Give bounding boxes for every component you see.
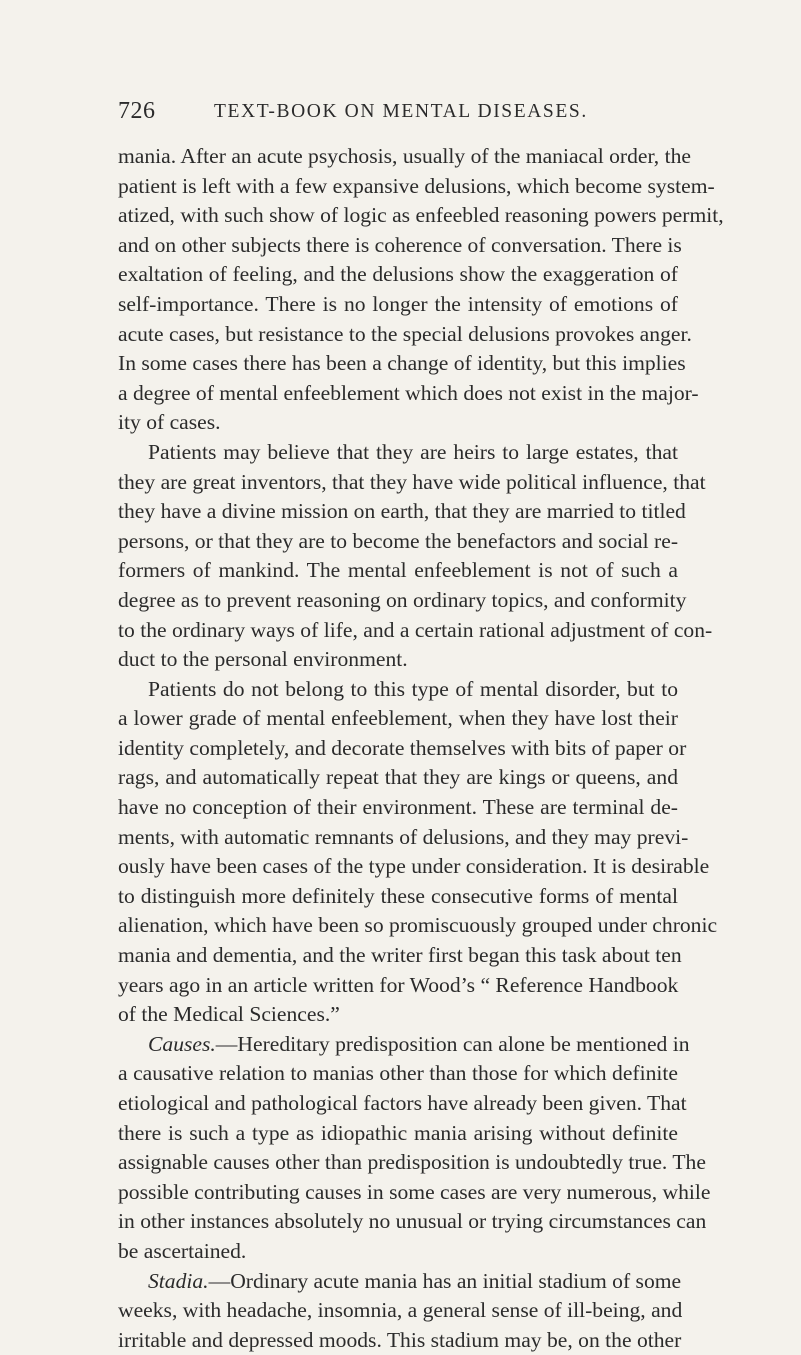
text-line: years ago in an article written for Wood’s “ Reference Handbook: [118, 972, 679, 997]
text-line: In some cases there has been a change of identity, but this implies: [118, 351, 686, 376]
text-fragment: —Ordinary acute mania has an initial stadium of some: [208, 1268, 682, 1293]
text-line: patient is left with a few expansive delusions, which become system-: [118, 173, 715, 198]
text-line: [118, 1267, 682, 1297]
text-line: a lower grade of mental enfeeblement, when they have lost their: [118, 706, 678, 731]
text-line: have no conception of their environment. These are terminal de-: [118, 795, 678, 820]
text-line: self-importance. There is no longer the intensity of emotions of: [118, 291, 678, 316]
text-line: irritable and depressed moods. This stadium may be, on the other: [118, 1327, 682, 1352]
running-header: [118, 98, 678, 128]
text-line: a degree of mental enfeeblement which does not exist in the major-: [118, 380, 699, 405]
text-line: they are great inventors, that they have wide political influence, that: [118, 469, 706, 494]
text-line: identity completely, and decorate themselves with bits of paper or: [118, 735, 687, 760]
text-line: etiological and pathological factors have already been given. That: [118, 1091, 687, 1115]
section-label-stadia: Stadia.: [148, 1268, 209, 1293]
text-fragment: —Hereditary predisposition can alone be mentioned in: [215, 1031, 690, 1056]
text-line: acute cases, but resistance to the special delusions provokes anger.: [118, 321, 692, 346]
text-line: atized, with such show of logic as enfeebled reasoning powers permit,: [118, 203, 724, 228]
text-line: formers of mankind. The mental enfeeblement is not of such a: [118, 558, 678, 583]
running-title: TEXT-BOOK ON MENTAL DISEASES.: [214, 101, 588, 122]
text-line: ously have been cases of the type under consideration. It is desirable: [118, 854, 710, 879]
text-line: and on other subjects there is coherence of conversation. There is: [118, 232, 682, 257]
text-line: [118, 1030, 690, 1060]
text-line: in other instances absolutely no unusual or trying circumstances can: [118, 1209, 707, 1234]
text-line: ments, with automatic remnants of delusions, and they may previ-: [118, 824, 689, 849]
text-line: possible contributing causes in some cases are very numerous, while: [118, 1179, 711, 1204]
text-line: Patients do not belong to this type of mental disorder, but to: [148, 676, 678, 701]
text-line: Patients may believe that they are heirs to large estates, that: [148, 439, 678, 464]
text-line: degree as to prevent reasoning on ordinary topics, and conformity: [118, 587, 687, 612]
section-label-causes: Causes.: [148, 1031, 216, 1056]
text-line: assignable causes other than predisposition is undoubtedly true. The: [118, 1150, 706, 1175]
text-line: exaltation of feeling, and the delusions show the exaggeration of: [118, 262, 678, 287]
text-line: weeks, with headache, insomnia, a general sense of ill-being, and: [118, 1298, 683, 1323]
text-line: of the Medical Sciences.”: [118, 1002, 340, 1027]
text-line: be ascertained.: [118, 1238, 247, 1263]
text-line: alienation, which have been so promiscuously grouped under chronic: [118, 913, 718, 938]
text-line: mania and dementia, and the writer first began this task about ten: [118, 943, 682, 968]
text-line: there is such a type as idiopathic mania arising without definite: [118, 1120, 678, 1145]
text-line: mania. After an acute psychosis, usually of the maniacal order, the: [118, 144, 691, 168]
text-line: persons, or that they are to become the benefactors and social re-: [118, 528, 679, 553]
page-number: 726: [118, 98, 156, 124]
text-line: duct to the personal environment.: [118, 647, 408, 672]
body-text: [118, 142, 724, 1355]
text-line: to distinguish more definitely these consecutive forms of mental: [118, 883, 678, 908]
text-line: a causative relation to manias other than those for which definite: [118, 1061, 678, 1086]
text-line: to the ordinary ways of life, and a certain rational adjustment of con-: [118, 617, 713, 642]
text-line: they have a divine mission on earth, that they are married to titled: [118, 499, 686, 524]
text-line: rags, and automatically repeat that they are kings or queens, and: [118, 765, 678, 790]
text-line: ity of cases.: [118, 410, 221, 435]
